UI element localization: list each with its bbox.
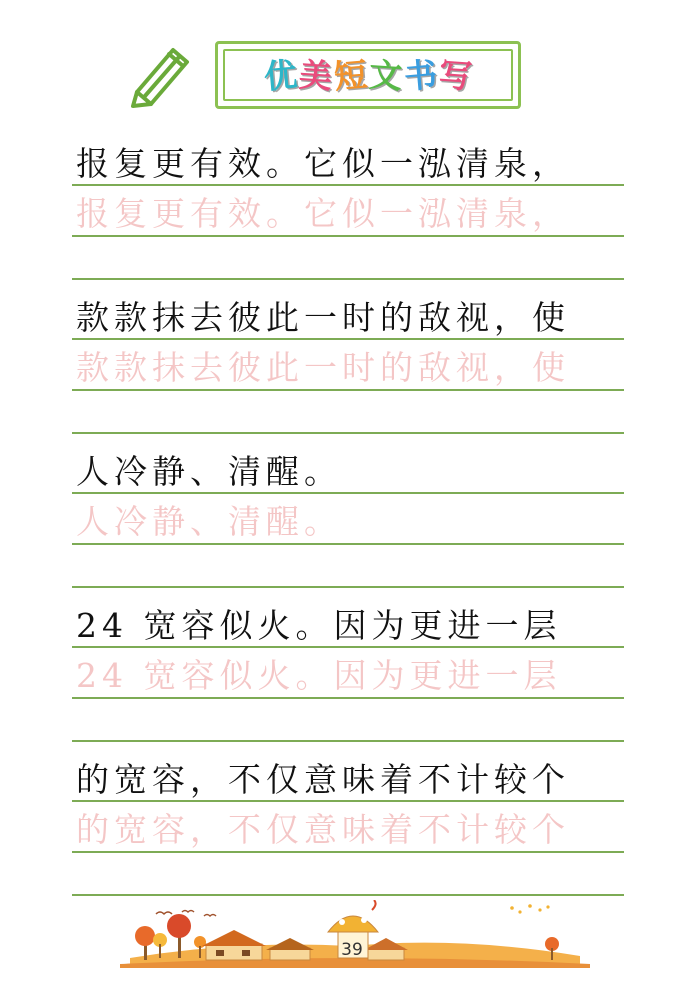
copy-text-line: 的宽容，不仅意味着不计较个 <box>76 760 570 799</box>
blank-practice-line <box>72 278 624 280</box>
bird-flock-icon <box>156 911 216 917</box>
trace-text-line: 报复更有效。它似一泓清泉， <box>76 194 570 233</box>
copy-text-line: 报复更有效。它似一泓清泉， <box>76 144 570 183</box>
blank-practice-line <box>72 740 624 742</box>
title-char: 美 <box>297 54 334 96</box>
title-char: 文 <box>367 54 404 96</box>
guide-line <box>72 235 624 237</box>
guide-line <box>72 800 624 802</box>
guide-line <box>72 389 624 391</box>
guide-line <box>72 184 624 186</box>
title-char: 优 <box>262 54 299 96</box>
blank-practice-line <box>72 894 624 896</box>
guide-line <box>72 851 624 853</box>
copy-text-line: 24 宽容似火。因为更进一层 <box>76 606 562 645</box>
blank-practice-line <box>72 432 624 434</box>
guide-line <box>72 646 624 648</box>
trace-text-line: 的宽容，不仅意味着不计较个 <box>76 810 570 849</box>
guide-line <box>72 697 624 699</box>
copy-text-line: 款款抹去彼此一时的敌视，使 <box>76 298 570 337</box>
trace-text-line: 24 宽容似火。因为更进一层 <box>76 656 562 695</box>
title-char: 写 <box>437 54 474 96</box>
guide-line <box>72 543 624 545</box>
trace-text-line: 人冷静、清醒。 <box>76 502 342 541</box>
title-char: 书 <box>402 54 439 96</box>
blank-practice-line <box>72 586 624 588</box>
guide-line <box>72 492 624 494</box>
page-number: 39 <box>341 940 363 960</box>
guide-line <box>72 338 624 340</box>
title-char: 短 <box>332 54 369 96</box>
falling-leaves-icon <box>510 904 549 913</box>
copy-text-line: 人冷静、清醒。 <box>76 452 342 491</box>
trace-text-line: 款款抹去彼此一时的敌视，使 <box>76 348 570 387</box>
